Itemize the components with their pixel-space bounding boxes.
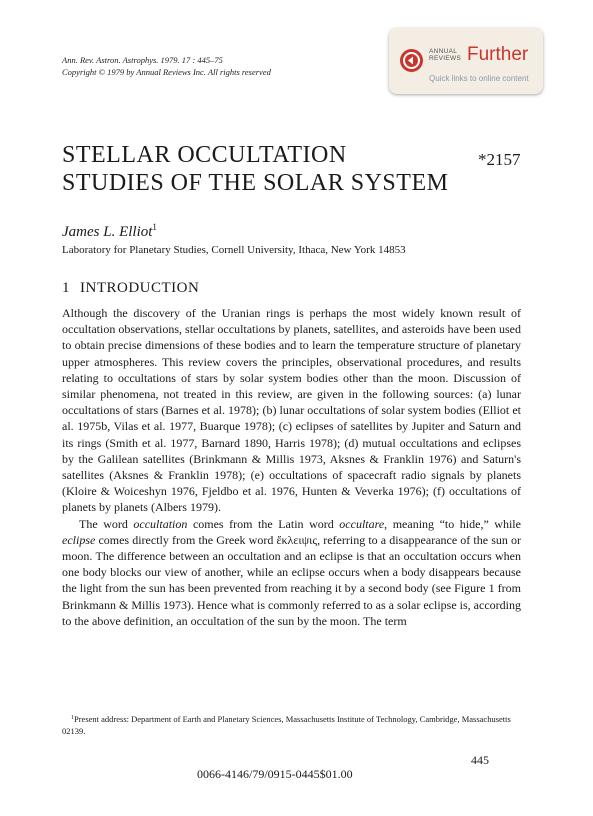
journal-citation: Ann. Rev. Astron. Astrophys. 1979. 17 : 445–75 bbox=[62, 55, 223, 65]
badge-annual-text: ANNUAL bbox=[429, 48, 458, 55]
article-title bbox=[62, 141, 448, 197]
article-body bbox=[62, 305, 521, 629]
issn-line: 0066-4146/79/0915-0445$01.00 bbox=[197, 767, 353, 781]
author-name: James L. Elliot bbox=[62, 224, 153, 240]
badge-reviews-text: REVIEWS bbox=[429, 55, 462, 62]
greek-word: ἔκλειψις bbox=[276, 532, 318, 547]
body-paragraph-2 bbox=[62, 516, 521, 629]
article-title-line-2: STUDIES OF THE SOLAR SYSTEM bbox=[62, 170, 449, 196]
footnote-mark: 1 bbox=[71, 715, 74, 721]
copyright-notice: Copyright © 1979 by Annual Reviews Inc. All rights reserved bbox=[62, 67, 271, 77]
body-italic-term: eclipse bbox=[62, 532, 96, 547]
section-title: INTRODUCTION bbox=[80, 280, 200, 296]
body-text: comes from the Latin word bbox=[187, 516, 340, 531]
section-heading bbox=[62, 280, 199, 297]
author-line bbox=[62, 222, 157, 241]
body-text: The word bbox=[79, 516, 134, 531]
section-number: 1 bbox=[62, 280, 70, 296]
article-title-line-1: STELLAR OCCULTATION bbox=[62, 142, 347, 168]
footnote-text: Present address: Department of Earth and Planetary Sciences, Massachusetts Institute of Technology, Cambridge, Massachusetts 02139. bbox=[62, 714, 511, 736]
body-text: comes directly from the Greek word bbox=[95, 532, 277, 547]
badge-quick-links-text: Quick links to online content bbox=[429, 74, 529, 83]
annual-reviews-logo-text bbox=[429, 48, 461, 62]
journal-header bbox=[62, 54, 271, 78]
author-affiliation: Laboratory for Planetary Studies, Cornell University, Ithaca, New York 14853 bbox=[62, 244, 406, 256]
body-text: , meaning “to hide,” while bbox=[384, 516, 521, 531]
play-circle-icon bbox=[400, 49, 423, 72]
body-text: , referring to a disappearance of the sun or moon. The difference between an occultation and an eclipse is that an occultation occurs when one body blocks our view of another, while an eclipse occurs when a body disappears because the light from the sun has been prevented from reaching it by a second body (see Figure 1 from Brinkmann & Millis 1973). Hence what is commonly referred to as a solar eclipse is, according to the above definition, an occultation of the sun by the moon. The term bbox=[62, 532, 521, 628]
footnote bbox=[62, 713, 521, 737]
badge-further-text: Further bbox=[467, 44, 529, 65]
reference-number: *2157 bbox=[478, 150, 521, 169]
body-italic-term: occultare bbox=[339, 516, 385, 531]
further-links-badge[interactable] bbox=[389, 28, 543, 94]
author-footnote-mark: 1 bbox=[152, 222, 157, 232]
page-number: 445 bbox=[471, 753, 489, 767]
body-paragraph-1: Although the discovery of the Uranian rings is perhaps the most widely known result of occultation observations, stellar occultations by planets, satellites, and asteroids have been used to obtain precise dimensions of these bodies and to learn the temperature structure of planetary upper atmospheres. This review covers the principles, observational procedures, and results relating to occultations of stars by solar system bodies other than the moon. Discussion of similar phenomena, not treated in this review, are given in the following sources: (a) lunar occultations of stars (Barnes et al. 1978); (b) lunar occultations of solar system bodies (Elliot et al. 1975b, Vilas et al. 1977, Buarque 1978); (c) eclipses of satellites by Jupiter and Saturn and its rings (Smith et al. 1977, Barnard 1890, Harris 1978); (d) mutual occultations and eclipses by the Galilean satellites (Brinkmann & Millis 1973, Aksnes & Franklin 1976) and Saturn's satellites (Aksnes & Franklin 1978); (e) occultations of spacecraft radio signals by planets (Kloire & Woiceshyn 1976, Fjeldbo et al. 1976, Hunten & Veverka 1976); (f) occultations of planets by planets (Albers 1979). bbox=[62, 306, 521, 515]
body-italic-term: occultation bbox=[133, 516, 188, 531]
